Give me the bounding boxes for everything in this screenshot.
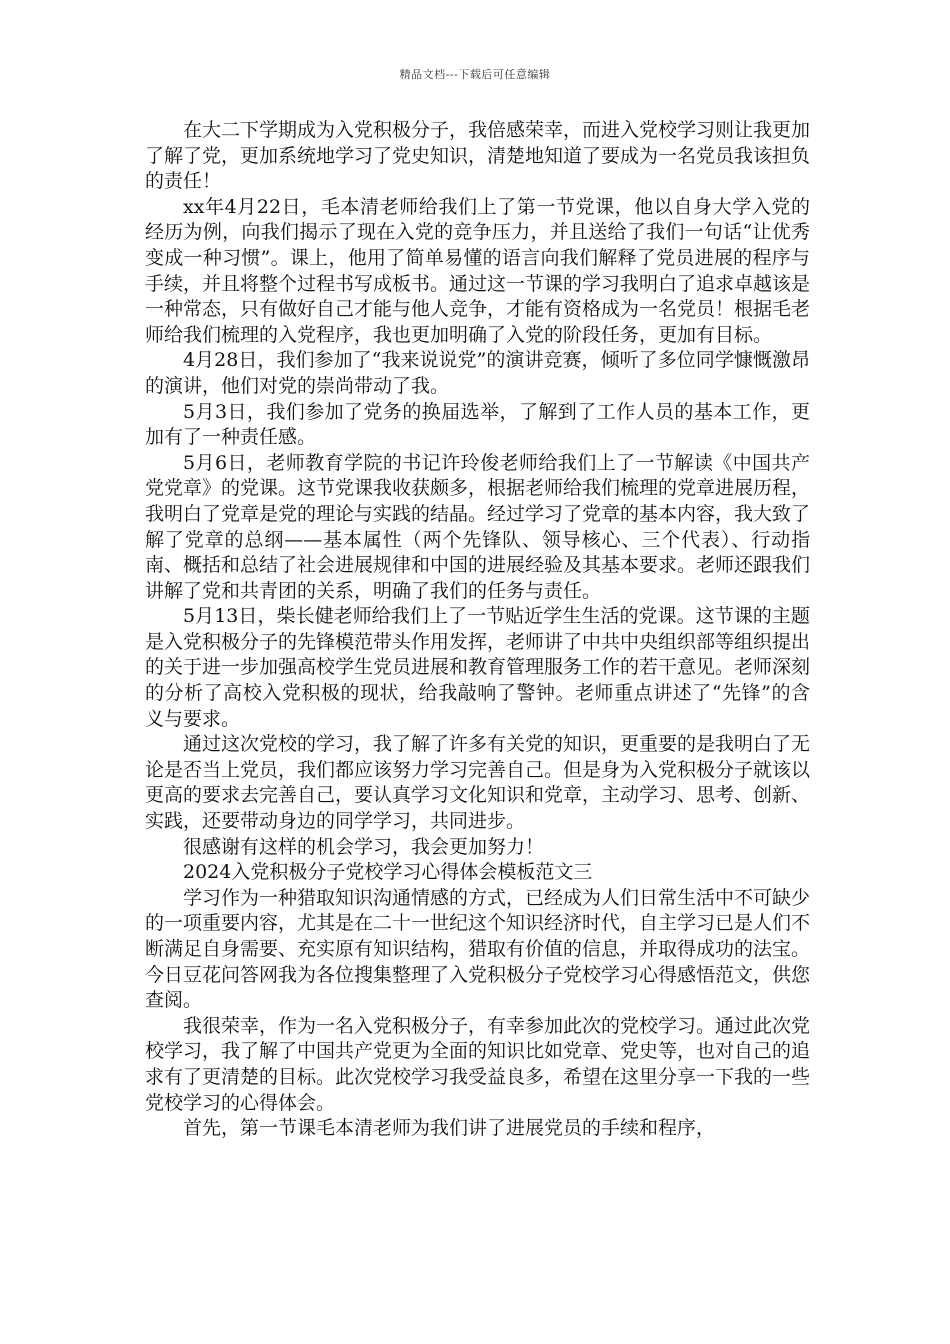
page-header: 精品文档---下载后可任意编辑 (399, 68, 551, 81)
paragraph: xx年4月22日，毛本清老师给我们上了第一节党课，他以自身大学入党的经历为例，向我们揭示了现在入党的竞争压力，并且送给了我们一句话“让优秀变成一种习惯”。课上，他用了简单易懂的语言向我们解释了党员进展的程序与手续，并且将整个过程书写成板书。通过这一节课的学习我明白了追求卓越该是一种常态，只有做好自己才能与他人竞争，才能有资格成为一名党员！根据毛老师给我们梳理的入党程序，我也更加明确了入党的阶段任务，更加有目标。 (145, 195, 811, 346)
paragraph: 通过这次党校的学习，我了解了许多有关党的知识，更重要的是我明白了无论是否当上党员，我们都应该努力学习完善自己。但是身为入党积极分子就该以更高的要求去完善自己，要认真学习文化知识和党章，主动学习、思考、创新、实践，还要带动身边的同学学习，共同进步。 (145, 733, 811, 833)
paragraph: 5月6日，老师教育学院的书记许玲俊老师给我们上了一节解读《中国共产党党章》的党课。这节党课我收获颇多，根据老师给我们梳理的党章进展历程，我明白了党章是党的理论与实践的结晶。经过学习了党章的基本内容，我大致了解了党章的总纲——基本属性（两个先锋队、领导核心、三个代表）、行动指南、概括和总结了社会进展规律和中国的进展经验及其基本要求。老师还跟我们讲解了党和共青团的关系，明确了我们的任务与责任。 (145, 451, 811, 602)
paragraph: 学习作为一种猎取知识沟通情感的方式，已经成为人们日常生活中不可缺少的一项重要内容，尤其是在二十一世纪这个知识经济时代，自主学习已是人们不断满足自身需要、充实原有知识结构，猎取有价值的信息，并取得成功的法宝。今日豆花问答网我为各位搜集整理了入党积极分子党校学习心得感悟范文，供您查阅。 (145, 886, 811, 1012)
paragraph: 我很荣幸，作为一名入党积极分子，有幸参加此次的党校学习。通过此次党校学习，我了解了中国共产党更为全面的知识比如党章、党史等，也对自己的追求有了更清楚的目标。此次党校学习我受益良多，希望在这里分享一下我的一些党校学习的心得体会。 (145, 1014, 811, 1114)
paragraph: 5月13日，柴长健老师给我们上了一节贴近学生生活的党课。这节课的主题是入党积极分子的先锋模范带头作用发挥，老师讲了中共中央组织部等组织提出的关于进一步加强高校学生党员进展和教育管理服务工作的若干意见。老师深刻的分析了高校入党积极的现状，给我敲响了警钟。老师重点讲述了“先锋”的含义与要求。 (145, 605, 811, 730)
paragraph: 5月3日，我们参加了党务的换届选举，了解到了工作人员的基本工作，更加有了一种责任感。 (145, 400, 810, 449)
document-body (145, 118, 810, 1142)
paragraph: 在大二下学期成为入党积极分子，我倍感荣幸，而进入党校学习则让我更加了解了党，更加系统地学习了党史知识，清楚地知道了要成为一名党员我该担负的责任！ (145, 119, 811, 193)
paragraph: 很感谢有这样的机会学习，我会更加努力！ (183, 835, 545, 858)
paragraph: 4月28日，我们参加了“我来说说党”的演讲竞赛，倾听了多位同学慷慨激昂的演讲，他们对党的崇尚带动了我。 (145, 349, 810, 397)
section-title: 2024入党积极分子党校学习心得体会模板范文三 (183, 861, 593, 884)
paragraph: 首先，第一节课毛本清老师为我们讲了进展党员的手续和程序， (183, 1117, 716, 1140)
